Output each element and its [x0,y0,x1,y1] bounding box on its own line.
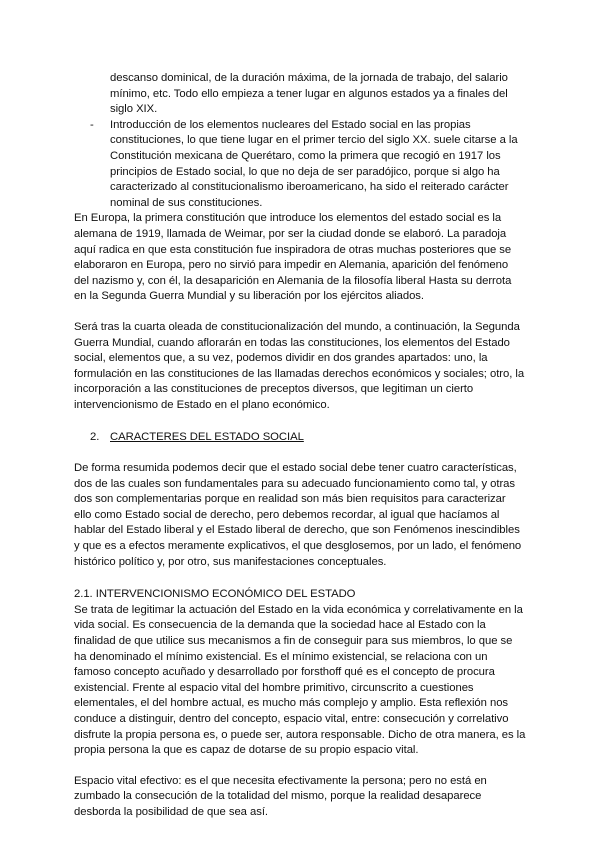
paragraph-espacio-vital: Espacio vital efectivo: es el que necesita efectivamente la persona; pero no está en zumbado la consecución de la totalidad del mismo, porque la realidad desaparece desborda la posibilidad de que sea así. [74,774,487,818]
list-continuation-text: descanso dominical, de la duración máxima, de la jornada de trabajo, del salario mínimo, etc. Todo ello empieza a tener lugar en algunos estados ya a finales del siglo XIX. [110,72,508,116]
bullet-marker: - [90,118,94,131]
section-heading [74,430,526,446]
document-body [74,71,526,821]
paragraph-intervencionismo: Se trata de legitimar la actuación del Estado en la vida económica y correlativamente en la vida social. Es consecuencia de la demanda que la sociedad hace al Estado con la finalidad de que utilice sus mecanismos a fin de conseguir para sus miembros, lo que se ha denominado el mínimo existencial. Es el mínimo existencial, se relaciona con un famoso concepto acuñado y desarrollado por forsthoff qué es el concepto de procura existencial. Frente al espacio vital del hombre primitivo, circunscrito a cuestiones elementales, el del hombre actual, es mucho más complejo y amplio. Esta reflexión nos conduce a distinguir, dentro del concepto, espacio vital, entre: consecución y correlativo disfrute la propia persona es, o puede ser, autora responsable. Dicho de otra manera, es la propia persona la que es capaz de dotarse de su propio espacio vital. [74,603,526,757]
section-number: 2. [90,431,100,444]
list-item-constituciones [74,118,526,212]
section-title: CARACTERES DEL ESTADO SOCIAL [110,431,304,444]
paragraph-caracteres: De forma resumida podemos decir que el estado social debe tener cuatro características, dos de las cuales son fundamentales para su adecuado funcionamiento como tal, y otras dos son complementarias porque en realidad son más bien requisitos para caracterizar ello como Estado social de derecho, pero debemos recordar, al igual que hacíamos al hablar del Estado liberal y el Estado liberal de derecho, que son Fenómenos inescindibles y que es a efectos meramente explicativos, el que desglosemos, por un lado, el fenómeno histórico político y, por otro, sus manifestaciones conceptuales. [74,462,522,568]
paragraph-europa: En Europa, la primera constitución que introduce los elementos del estado social es la alemana de 1919, llamada de Weimar, por ser la ciudad donde se elaboró. La paradoja aquí radica en que esta constitución fue inspiradora de otras muchas posteriores que se elaboraron en Europa, pero no sirvió para impedir en Alemania, aparición del fenómeno del nazismo y, con él, la desaparición en Alemania de la filosofía liberal Hasta su derrota en la Segunda Guerra Mundial y su liberación por los ejércitos aliados. [74,212,512,303]
list-item-text: Introducción de los elementos nucleares del Estado social en las propias constituciones, lo que tiene lugar en el primer tercio del siglo XX. suele citarse a la Constitución mexicana de Querétaro, como la primera que recogió en 1917 los principios de Estado social, lo que no deja de ser paradójico, porque si algo ha caracterizado al constitucionalismo iberoamericano, ha sido el reiterado carácter nominal de sus constituciones. [110,118,518,209]
paragraph-cuarta-oleada: Será tras la cuarta oleada de constitucionalización del mundo, a continuación, la Segunda Guerra Mundial, cuando aflorarán en todas las constituciones, los elementos del Estado social, elementos que, a su vez, podemos dividir en dos grandes apartados: uno, la formulación en las constituciones de las llamadas derechos económicos y sociales; otro, la incorporación a las constituciones de preceptos diversos, que legitiman un cierto intervencionismo de Estado en el plano económico. [74,320,525,411]
subsection-title: 2.1. INTERVENCIONISMO ECONÓMICO DEL ESTADO [74,588,356,601]
